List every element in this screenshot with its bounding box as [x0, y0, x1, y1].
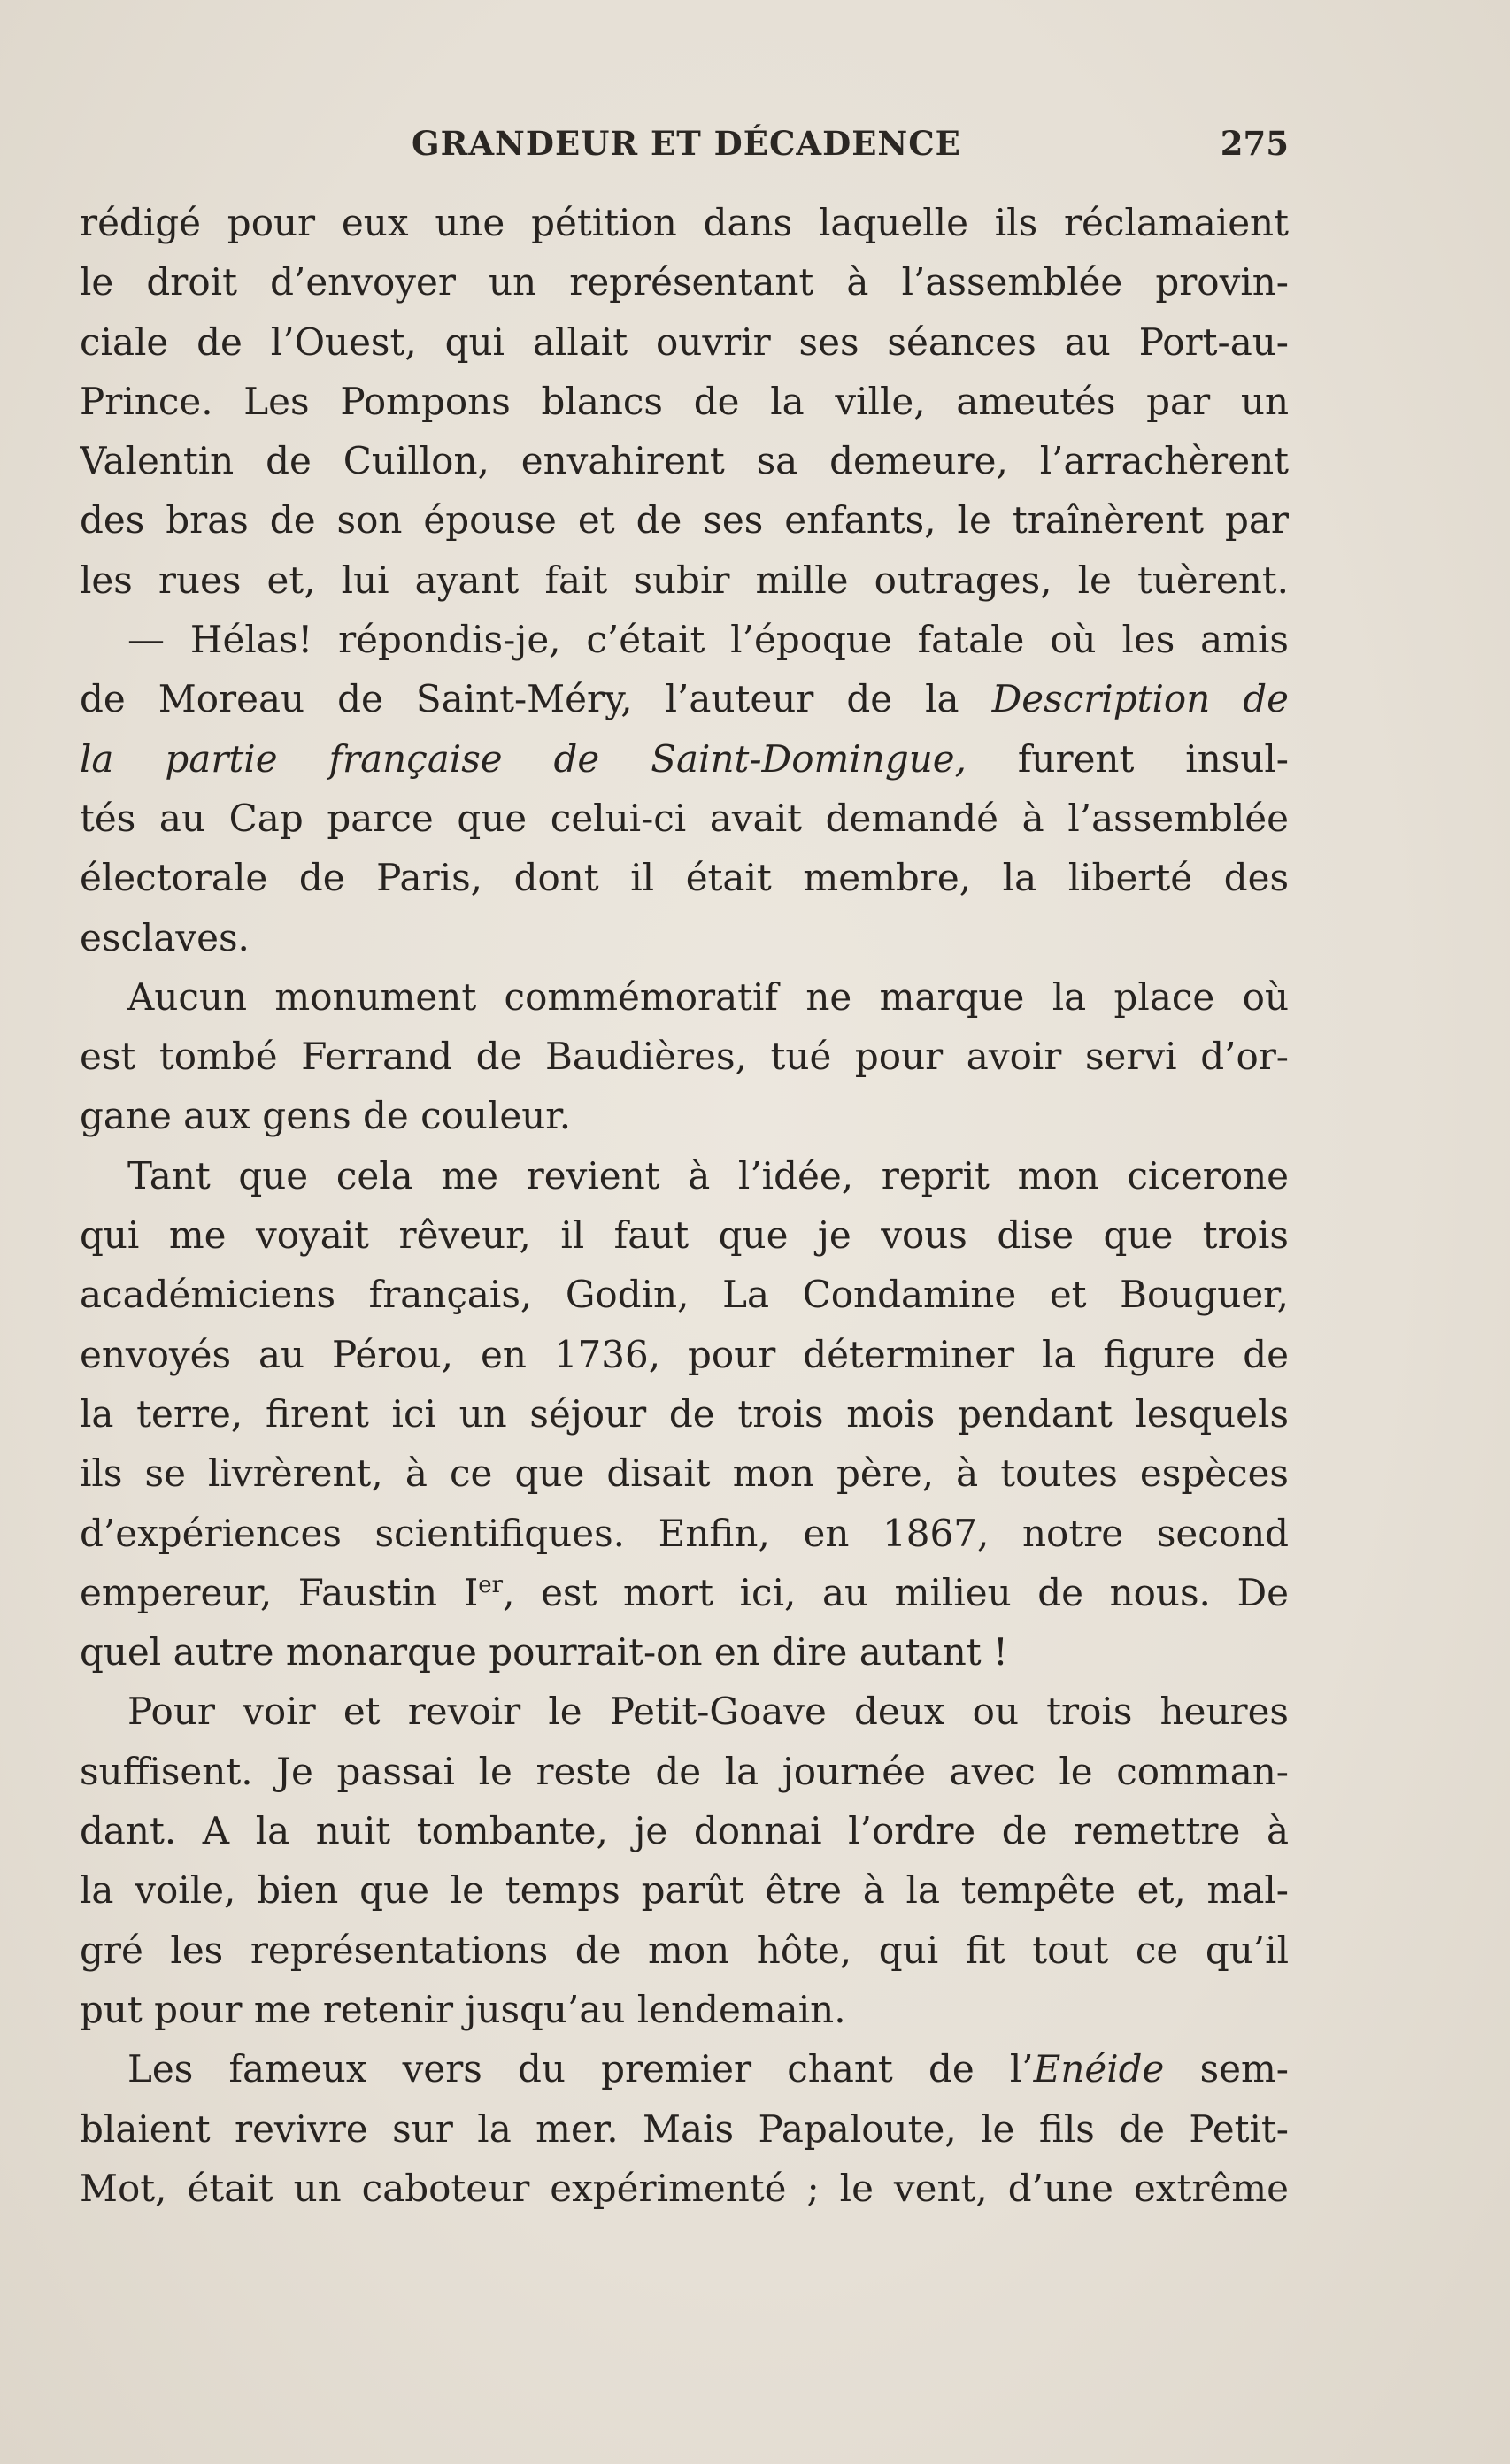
book-title-italic: Enéide	[1033, 2047, 1165, 2091]
superscript: er	[478, 1571, 504, 1598]
text-line: dant. A la nuit tombante, je donnai l’ordre de remettre à	[80, 1809, 1289, 1853]
text-line: Aucun monument commémoratif ne marque la place où	[127, 974, 1289, 1019]
text-line: Pour voir et revoir le Petit-Goave deux ou trois heures	[127, 1690, 1289, 1734]
text-segment: empereur, Faustin I	[80, 1570, 479, 1614]
text-line	[80, 669, 1289, 728]
text-segment: , est mort ici, au milieu de nous. De	[503, 1570, 1289, 1614]
page-header	[80, 124, 1289, 168]
text-line	[80, 729, 1289, 789]
text-line: Valentin de Cuillon, envahirent sa demeure, l’arrachèrent	[80, 439, 1289, 483]
body-text	[80, 193, 1289, 2218]
text-line: esclaves.	[80, 915, 250, 959]
page-number: 275	[1220, 124, 1289, 163]
text-line	[80, 2039, 1289, 2098]
text-line: électorale de Paris, dont il était membre, la liberté des	[80, 856, 1289, 900]
text-line: Tant que cela me revient à l’idée, reprit mon cicerone	[127, 1153, 1289, 1197]
text-segment: sem-	[1164, 2047, 1289, 2091]
text-line: qui me voyait rêveur, il faut que je vous dise que trois	[80, 1213, 1289, 1258]
text-segment: de Moreau de Saint-Méry, l’auteur de la	[80, 677, 992, 721]
text-line: blaient revivre sur la mer. Mais Papaloute, le fils de Petit-	[80, 2106, 1289, 2151]
text-line: put pour me retenir jusqu’au lendemain.	[80, 1987, 846, 2031]
text-line: Mot, était un caboteur expérimenté ; le vent, d’une extrême	[80, 2166, 1289, 2210]
text-line: d’expériences scientifiques. Enfin, en 1867, notre second	[80, 1511, 1289, 1555]
text-line: des bras de son épouse et de ses enfants, le traînèrent par	[80, 498, 1289, 543]
text-line: rédigé pour eux une pétition dans laquelle ils réclamaient	[80, 201, 1289, 244]
book-title-italic: Description de	[991, 677, 1289, 721]
text-line: ils se livrèrent, à ce que disait mon père, à toutes espèces	[80, 1451, 1289, 1496]
text-line: gane aux gens de couleur.	[80, 1094, 572, 1138]
running-head: GRANDEUR ET DÉCADENCE	[412, 124, 961, 163]
text-segment: Les fameux vers du premier chant de l’	[127, 2047, 1034, 2091]
text-line: ciale de l’Ouest, qui allait ouvrir ses séances au Port-au-	[80, 320, 1289, 364]
text-line: envoyés au Pérou, en 1736, pour déterminer la figure de	[80, 1332, 1289, 1376]
text-line: gré les représentations de mon hôte, qui fit tout ce qu’il	[80, 1928, 1289, 1972]
text-line: — Hélas! répondis-je, c’était l’époque fatale où les amis	[127, 618, 1289, 662]
text-line: tés au Cap parce que celui-ci avait demandé à l’assemblée	[80, 796, 1289, 840]
text-line: est tombé Ferrand de Baudières, tué pour avoir servi d’or-	[80, 1035, 1289, 1079]
text-line: le droit d’envoyer un représentant à l’assemblée provin-	[80, 260, 1289, 304]
text-segment: furent insul-	[966, 736, 1289, 781]
text-line	[80, 1563, 1289, 1622]
text-line: suffisent. Je passai le reste de la journée avec le comman-	[80, 1749, 1289, 1793]
text-line: la terre, firent ici un séjour de trois mois pendant lesquels	[80, 1391, 1289, 1436]
text-line: la voile, bien que le temps parût être à la tempête et, mal-	[80, 1868, 1289, 1913]
text-line: Prince. Les Pompons blancs de la ville, ameutés par un	[80, 379, 1289, 423]
text-line: académiciens français, Godin, La Condamine et Bouguer,	[80, 1273, 1289, 1317]
book-title-italic: la partie française de Saint-Domingue,	[80, 736, 967, 781]
text-line: les rues et, lui ayant fait subir mille outrages, le tuèrent.	[80, 558, 1289, 602]
text-line: quel autre monarque pourrait-on en dire autant !	[80, 1630, 1008, 1675]
